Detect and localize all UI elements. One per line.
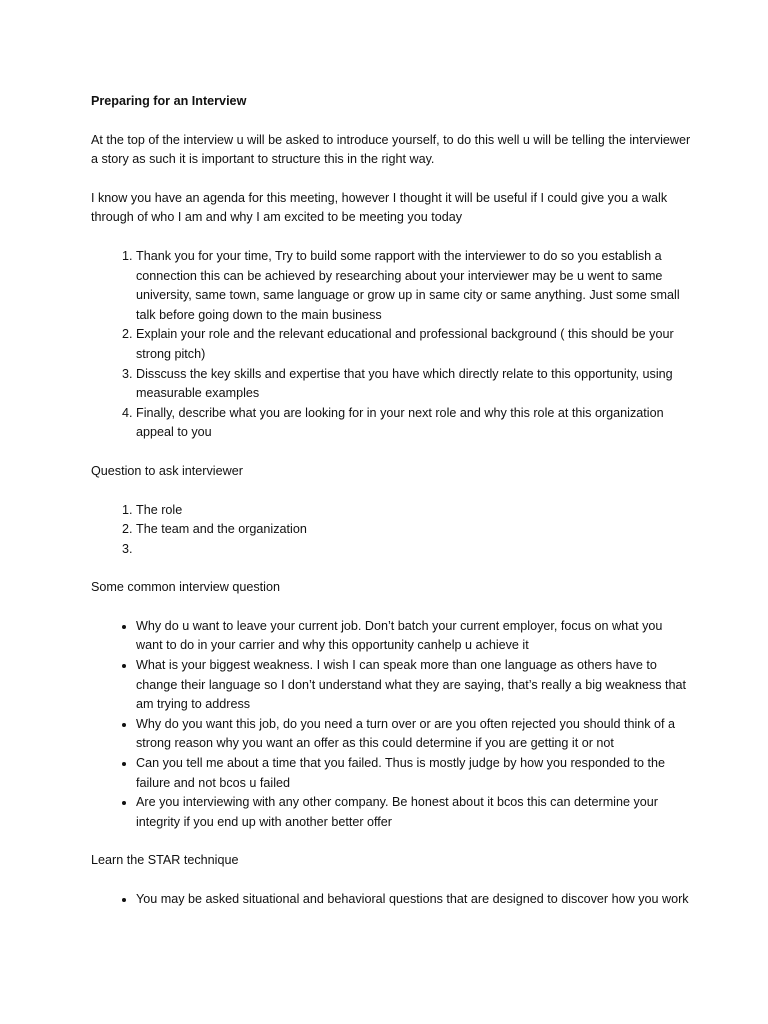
intro-paragraph-2: I know you have an agenda for this meeting, however I thought it will be useful if I could give you a walk through of who I am and why I am excited to be meeting you today [91, 190, 668, 225]
star-heading: Learn the STAR technique [91, 853, 239, 868]
question-item-empty [136, 540, 691, 560]
document-page [91, 92, 691, 929]
intro-steps-list [91, 247, 691, 443]
intro-step: 1. Thank you for your time, Try to build some rapport with the interviewer to do so you establish a connection this can be achieved by researching about your interviewer may be u went to same university, same town, same language or grow up in same city or same anything. Just some small talk before going down to the main business [136, 247, 691, 325]
star-item: • You may be asked situational and behavioral questions that are designed to discover how you work [136, 890, 691, 910]
common-questions-heading: Some common interview question [91, 580, 280, 595]
common-question-item: • Why do u want to leave your current job. Don’t batch your current employer, focus on what you want to do in your carrier and why this opportunity canhelp u achieve it [136, 617, 691, 656]
questions-to-ask-list [91, 501, 691, 560]
intro-step: 2. Explain your role and the relevant educational and professional background ( this should be your strong pitch) [136, 325, 691, 364]
common-questions-list [91, 617, 691, 833]
question-item: 1. The role [136, 501, 691, 521]
common-question-item: • Are you interviewing with any other company. Be honest about it bcos this can determine your integrity if you end up with another better offer [136, 793, 691, 832]
intro-step: 4. Finally, describe what you are looking for in your next role and why this role at this organization appeal to you [136, 404, 691, 443]
intro-paragraph-1: At the top of the interview u will be asked to introduce yourself, to do this well u will be telling the interviewer a story as such it is important to structure this in the right way. [91, 132, 691, 167]
question-item: 2. The team and the organization [136, 520, 691, 540]
star-list [91, 890, 691, 910]
document-title: Preparing for an Interview [91, 94, 247, 108]
common-question-item: • Why do you want this job, do you need a turn over or are you often rejected you should think of a strong reason why you want an offer as this could determine if you are getting it or not [136, 715, 691, 754]
intro-step: 3. Disscuss the key skills and expertise that you have which directly relate to this opportunity, using measurable examples [136, 365, 691, 404]
common-question-item: • Can you tell me about a time that you failed. Thus is mostly judge by how you responded to the failure and not bcos u failed [136, 754, 691, 793]
questions-heading: Question to ask interviewer [91, 463, 243, 478]
common-question-item: • What is your biggest weakness. I wish I can speak more than one language as others have to change their language so I don’t understand what they are saying, that’s really a big weakness that am trying to address [136, 656, 691, 715]
